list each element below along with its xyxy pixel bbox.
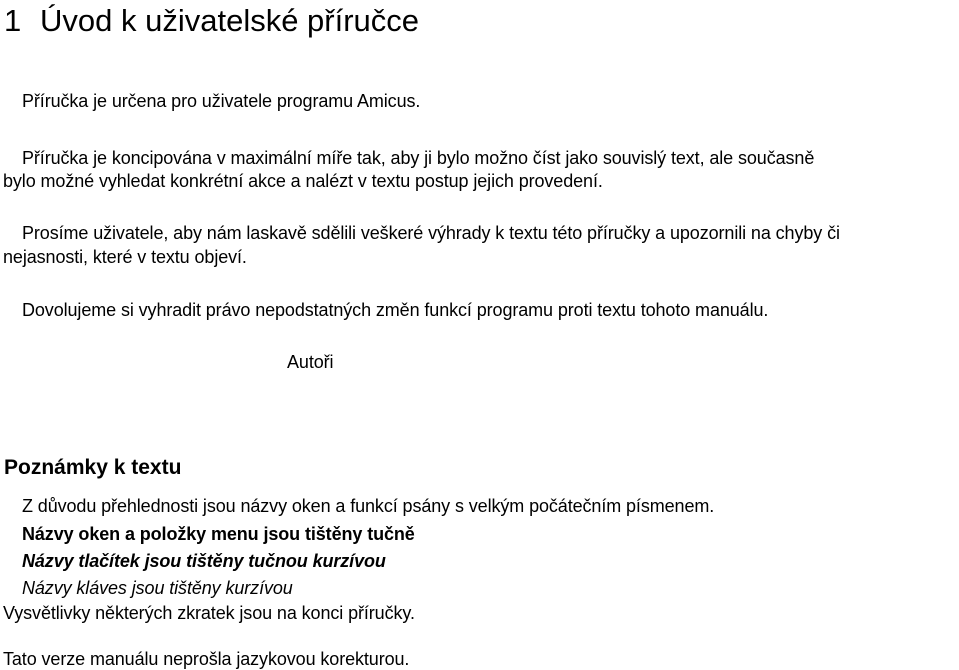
paragraph-concept-line-2: bylo možné vyhledat konkrétní akce a nalézt v textu postup jejich provedení.	[3, 171, 603, 191]
paragraph-intro: Příručka je určena pro uživatele programu Amicus.	[22, 91, 421, 111]
chapter-heading	[4, 2, 419, 40]
paragraph-concept-line-1: Příručka je koncipována v maximální míře tak, aby ji bylo možno číst jako souvislý text, ale současně	[22, 148, 815, 168]
notes-proofreading: Tato verze manuálu neprošla jazykovou korekturou.	[3, 649, 410, 669]
chapter-title: Úvod k uživatelské příručce	[40, 3, 420, 38]
notes-bold-italic-example: Názvy tlačítek jsou tištěny tučnou kurzívou	[22, 551, 386, 571]
notes-bold-example: Názvy oken a položky menu jsou tištěny tučně	[22, 524, 415, 544]
signature-authors: Autoři	[287, 352, 334, 372]
paragraph-request-line-2: nejasnosti, které v textu objeví.	[3, 247, 247, 267]
chapter-number: 1	[4, 3, 22, 38]
notes-heading: Poznámky k textu	[4, 456, 182, 479]
paragraph-request-line-1: Prosíme uživatele, aby nám laskavě sdělili veškeré výhrady k textu této příručky a upozornili na chyby či	[22, 223, 840, 243]
notes-abbreviations: Vysvětlivky některých zkratek jsou na konci příručky.	[3, 603, 415, 623]
notes-intro: Z důvodu přehlednosti jsou názvy oken a funkcí psány s velkým počátečním písmenem.	[22, 496, 715, 516]
paragraph-disclaimer: Dovolujeme si vyhradit právo nepodstatných změn funkcí programu proti textu tohoto manuálu.	[22, 300, 769, 320]
notes-italic-example: Názvy kláves jsou tištěny kurzívou	[22, 578, 293, 598]
